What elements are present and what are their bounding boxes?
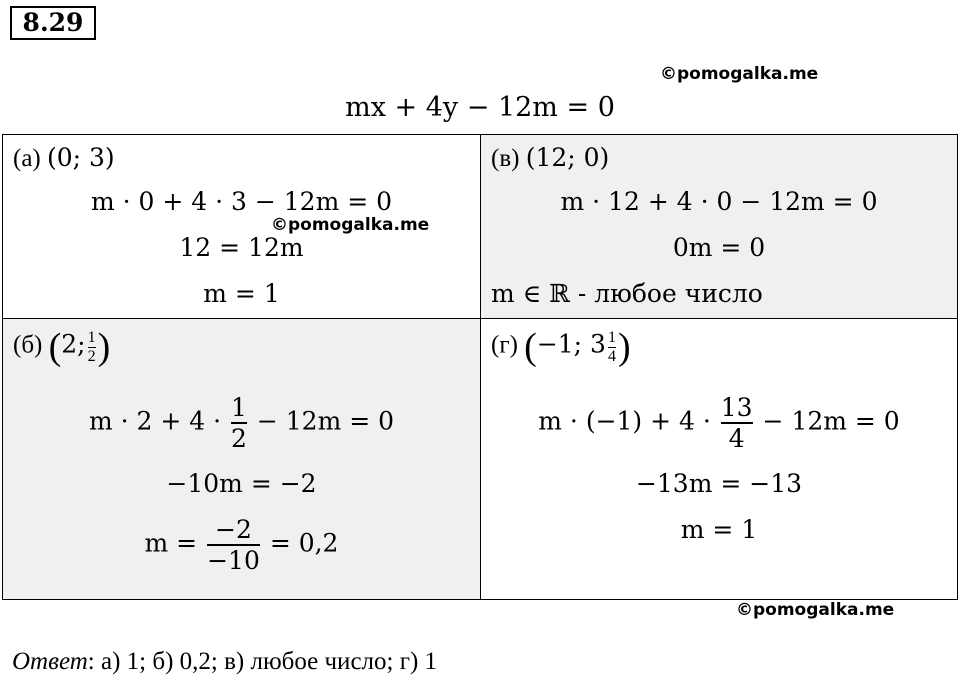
answer-label: Ответ <box>12 648 88 675</box>
cell-a-line-3: m = 1 <box>203 279 280 308</box>
cell-g-line-3: m = 1 <box>680 515 758 544</box>
cell-v-line-1: m · 12 + 4 · 0 − 12m = 0 <box>560 187 878 216</box>
cell-v-label: (в) (12; 0) <box>491 143 610 172</box>
cell-g-line-1: m · (−1) + 4 · $\frac{13}{4}$ − 12m = 0 <box>538 393 900 453</box>
cell-g-line-2: −13m = −13 <box>635 469 803 498</box>
cell-g-point-fraction: $\frac{1}{4}$ <box>607 328 616 365</box>
main-equation: mx + 4y − 12m = 0 <box>345 92 615 123</box>
answer-text: : а) 1; б) 0,2; в) любое число; г) 1 <box>87 648 438 675</box>
cell-b-label: (б) (2; $\frac{1}{2}$ ) <box>13 326 111 368</box>
cell-b-line-2: −10m = −2 <box>166 469 317 498</box>
cell-v-line-3: m ∈ ℝ - любое число <box>491 279 763 308</box>
cell-a-line-1: m · 0 + 4 · 3 − 12m = 0 <box>90 187 393 216</box>
problem-number: 8.29 <box>10 6 96 40</box>
watermark-top: ©pomogalka.me <box>660 64 819 84</box>
watermark-mid: ©pomogalka.me <box>271 215 430 235</box>
cell-b-line-3: m = $\frac{-2}{-10}$ = 0,2 <box>144 515 339 575</box>
watermark-bottom: ©pomogalka.me <box>736 600 895 620</box>
answer <box>12 648 437 676</box>
cell-b-line-1: m · 2 + 4 · $\frac{1}{2}$ − 12m = 0 <box>88 393 395 453</box>
cell-v-line-2: 0m = 0 <box>672 233 766 262</box>
cell-g <box>480 318 958 600</box>
cell-g-label: (г) (−1; 3 $\frac{1}{4}$ ) <box>491 326 631 368</box>
cell-a-line-2: 12 = 12m <box>179 233 304 262</box>
cell-b-point-fraction: $\frac{1}{2}$ <box>87 328 96 365</box>
cell-v <box>480 134 958 319</box>
cell-a-label: (а) (0; 3) <box>13 143 115 172</box>
cell-a <box>2 134 481 319</box>
cell-b <box>2 318 481 600</box>
